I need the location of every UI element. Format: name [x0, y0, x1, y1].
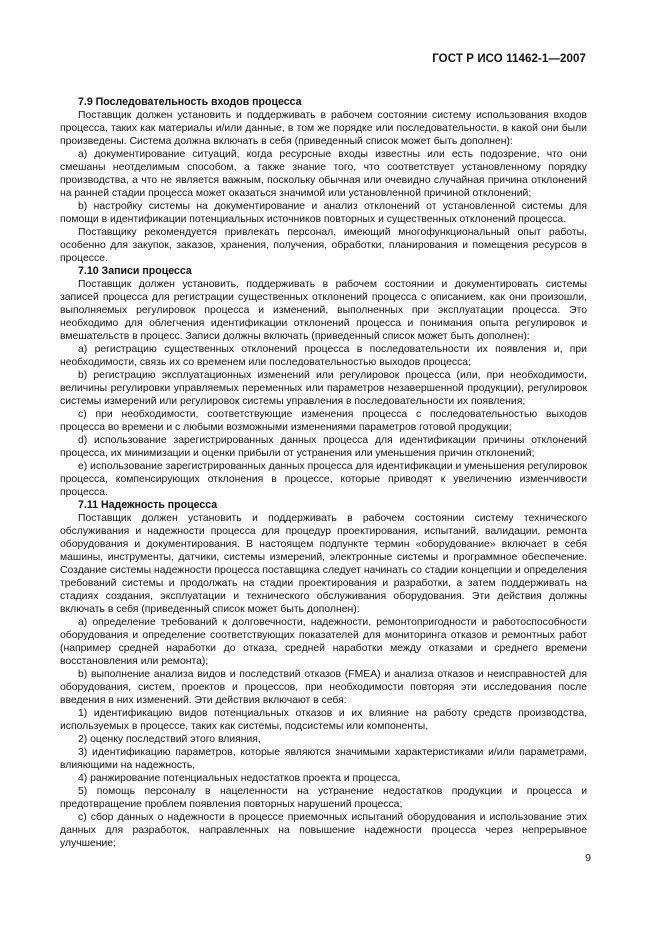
section-heading: 7.10 Записи процесса [78, 265, 192, 277]
list-item: b) регистрацию эксплуатационных изменений или регулировок процесса (или, при необходимости, величины регулировки управляемых переменных или параметров незавершенной продукции), регулировок системы измерений или регулировок системы управления в последовательности их появления; [60, 370, 587, 407]
paragraph: Поставщику рекомендуется привлекать персонал, имеющий многофункциональный опыт работы, особенно для закупок, заказов, хранения, получения, обработки, планирования и помещения ресурсов в процессе. [60, 227, 587, 264]
section-7-11 [60, 499, 587, 850]
list-item: а) определение требований к долговечности, надежности, ремонтопригодности и работоспособности оборудования и определение соответствующих показателей для мониторинга отказов и ремонтных работ (например средней наработки до отказа, средней наработки между отказами и среднего времени восстановления или ремонта); [60, 617, 587, 667]
list-item: d) использование зарегистрированных данных процесса для идентификации причины отклонений процесса, их минимизации и оценки прибыли от устранения или уменьшения причин отклонений; [60, 435, 587, 459]
list-item: е) использование зарегистрированных данных процесса для идентификации и уменьшения регулировок процесса, компенсирующих отклонения в процессе, которые приводят к увеличению изменчивости процесса. [60, 461, 587, 498]
section-7-10 [60, 265, 587, 499]
page-body [60, 96, 587, 850]
page-number: 9 [585, 852, 591, 864]
sub-list-item: 4) ранжирование потенциальных недостатков проекта и процесса, [78, 773, 401, 784]
paragraph: Поставщик должен установить и поддерживать в рабочем состоянии систему использования входов процесса, таких как материалы и/или данные, в том же порядке или последовательности, в какой они были произведены. Система должна включать в себя (приведенный список может быть дополнен): [60, 110, 587, 147]
section-7-9 [60, 96, 587, 265]
sub-list-item: 1) идентификацию видов потенциальных отказов и их влияние на работу средств производства, используемых в процессе, таких как системы, подсистемы или компоненты, [60, 708, 587, 732]
paragraph: Поставщик должен установить и поддерживать в рабочем состоянии систему технического обслуживания и надежности процесса для процедур проектирования, испытаний, валидации, ремонта оборудования и документирования. В настоящем подпункте термин «оборудование» включает в себя машины, инструменты, датчики, системы измерений, электронные системы и программное обеспечение. Создание системы надежности процесса поставщика следует начинать со стадии концепции и определения требований системы и продолжать на стадии проектирования и разработки, а затем поддерживать на стадиях создания, эксплуатации и технического обслуживания оборудования. Эти действия должны включать в себя (приведенный список может быть дополнен): [60, 513, 587, 615]
list-item: а) документирование ситуаций, когда ресурсные входы известны или есть подозрение, что они смешаны неотделимым способом, а также знание того, что соответствует установленному порядку производства, а что не является важным, поскольку обычная или очевидно случайная причина отклонений на ранней стадии процесса может оказаться значимой или установленной причиной отклонений; [60, 149, 587, 199]
list-item: b) выполнение анализа видов и последствий отказов (FMEA) и анализа отказов и неисправностей для оборудования, систем, проектов и процессов, при необходимости повторяя эти исследования после введения в них изменений. Эти действия включают в себя: [60, 669, 587, 706]
standard-designation: ГОСТ Р ИСО 11462-1—2007 [432, 53, 586, 65]
list-item: b) настройку системы на документирование и анализ отклонений от установленной системы для помощи в идентификации потенциальных источников повторных и существенных отклонений процесса. [60, 201, 587, 225]
sub-list-item: 2) оценку последствий этого влияния, [78, 734, 261, 745]
list-item: с) при необходимости, соответствующие изменения процесса с последовательностью выходов процесса во времени и с любыми возможными изменениями параметров готовой продукции; [60, 409, 587, 433]
section-heading: 7.11 Надежность процесса [78, 499, 218, 511]
paragraph: Поставщик должен установить, поддерживать в рабочем состоянии и документировать системы записей процесса для регистрации существенных отклонений процесса с описанием, как они произошли, выполняемых регулировок процесса и изменений, выполненных при эксплуатации процесса. Это необходимо для облегчения идентификации отклонений процесса и понимания опыта регулировок и вмешательств в процесс. Записи должны включать (приведенный список может быть дополнен): [60, 279, 587, 342]
list-item: с) сбор данных о надежности в процессе приемочных испытаний оборудования и использование этих данных для разработок, направленных на повышение надежности процесса через непрерывное улучшение; [60, 812, 587, 849]
sub-list-item: 5) помощь персоналу в нацеленности на устранение недостатков продукции и процесса и предотвращение проблем появления повторных нарушений процесса; [60, 786, 587, 810]
section-heading: 7.9 Последовательность входов процесса [78, 96, 302, 108]
list-item: а) регистрацию существенных отклонений процесса в последовательности их появления и, при необходимости, связь их со временем или последовательностью выходов процесса; [60, 344, 587, 368]
sub-list-item: 3) идентификацию параметров, которые являются значимыми характеристиками и/или параметрами, влияющими на надежность, [60, 747, 587, 771]
